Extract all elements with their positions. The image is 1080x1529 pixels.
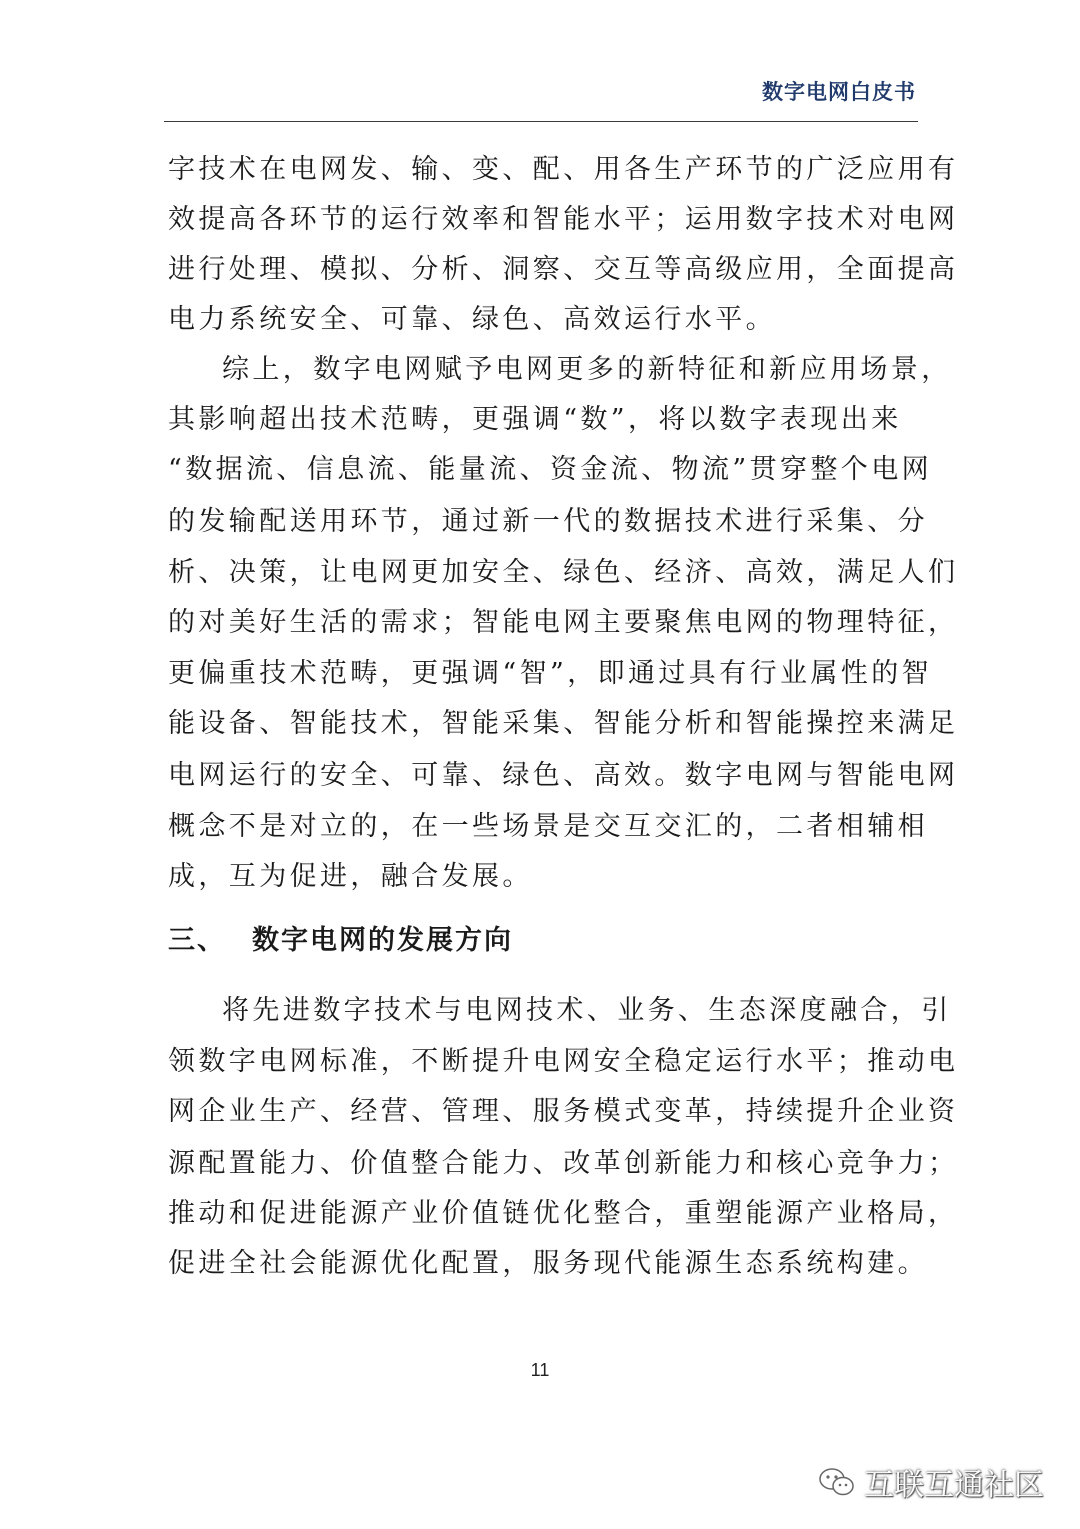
watermark bbox=[818, 1460, 1044, 1504]
paragraph-3-line: 源配置能力、价值整合能力、改革创新能力和核心竞争力； bbox=[168, 1148, 959, 1179]
wechat-icon bbox=[818, 1466, 856, 1498]
paragraph-3-line: 网企业生产、经营、管理、服务模式变革，持续提升企业资 bbox=[168, 1096, 959, 1127]
paragraph-2-line: 概念不是对立的，在一些场景是交互交汇的，二者相辅相 bbox=[168, 811, 928, 842]
page-number: 11 bbox=[530, 1360, 550, 1380]
paragraph-3-line: 领数字电网标准，不断提升电网安全稳定运行水平；推动电 bbox=[168, 1046, 959, 1077]
paragraph-1-line: 字技术在电网发、输、变、配、用各生产环节的广泛应用有 bbox=[168, 154, 959, 185]
paragraph-2-line: 综上，数字电网赋予电网更多的新特征和新应用场景， bbox=[222, 354, 952, 385]
section-number: 三、 bbox=[168, 925, 226, 956]
paragraph-1-line: 进行处理、模拟、分析、洞察、交互等高级应用，全面提高 bbox=[168, 254, 959, 285]
running-header-title: 数字电网白皮书 bbox=[762, 80, 916, 104]
paragraph-1-line: 效提高各环节的运行效率和智能水平；运用数字技术对电网 bbox=[168, 204, 959, 235]
paragraph-2-line: 其影响超出技术范畴，更强调“数”，将以数字表现出来 bbox=[168, 404, 902, 435]
header-rule bbox=[164, 121, 918, 122]
section-heading bbox=[168, 926, 513, 956]
paragraph-1-line: 电力系统安全、可靠、绿色、高效运行水平。 bbox=[168, 304, 776, 335]
paragraph-2-line: 的对美好生活的需求；智能电网主要聚焦电网的物理特征， bbox=[168, 607, 959, 638]
watermark-text: 互联互通社区 bbox=[864, 1468, 1044, 1503]
paragraph-2-line: 成，互为促进，融合发展。 bbox=[168, 861, 533, 892]
section-title: 数字电网的发展方向 bbox=[252, 925, 513, 956]
paragraph-3-line: 推动和促进能源产业价值链优化整合，重塑能源产业格局， bbox=[168, 1198, 959, 1229]
paragraph-3-line: 将先进数字技术与电网技术、业务、生态深度融合，引 bbox=[222, 995, 952, 1026]
paragraph-2-line: 的发输配送用环节，通过新一代的数据技术进行采集、分 bbox=[168, 506, 928, 537]
paragraph-3-line: 促进全社会能源优化配置，服务现代能源生态系统构建。 bbox=[168, 1248, 928, 1279]
paragraph-2-line: 能设备、智能技术，智能采集、智能分析和智能操控来满足 bbox=[168, 708, 959, 739]
paragraph-2-line: 电网运行的安全、可靠、绿色、高效。数字电网与智能电网 bbox=[168, 760, 959, 791]
paragraph-2-line: 更偏重技术范畴，更强调“智”，即通过具有行业属性的智 bbox=[168, 658, 933, 689]
paragraph-2-line: “数据流、信息流、能量流、资金流、物流”贯穿整个电网 bbox=[168, 454, 933, 485]
paragraph-2-line: 析、决策，让电网更加安全、绿色、经济、高效，满足人们 bbox=[168, 557, 959, 588]
